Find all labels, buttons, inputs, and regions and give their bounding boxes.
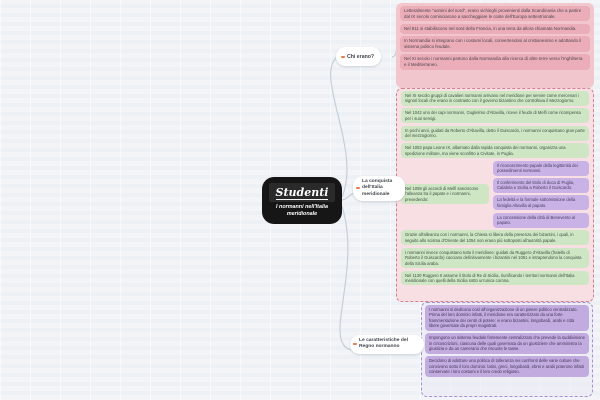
connector-curve [340, 206, 351, 350]
text-box: In pochi anni, guidati da Roberto d'Altavilla, detto il Guiscardo, i normanni conquistano gran parte del mezzogiorno. [401, 126, 589, 141]
central-topic-node[interactable] [262, 177, 342, 224]
branch-bullet-icon[interactable] [356, 187, 360, 189]
list-item: Il riconoscimento papale della legittimità dei possedimenti normanni. [493, 161, 589, 176]
section-conquista [396, 88, 594, 302]
branch-label: Chi erano? [347, 53, 375, 60]
text-box: In Normandia si integrano con i costumi locali, convertendosi al cristianesimo e adottando il sistema politico feudale. [400, 36, 590, 51]
text-box: I normanni si dedicano così all'organizzazione di un potere politico centralizzato. Prima del loro dominio infatti, il meridione era caratterizzato da una forte frammentazione dei centri di potere: vi erano bizantini, longobardi, arabi e città libere governate da propri magistrati. [425, 305, 589, 331]
section-caratteristiche [421, 302, 593, 397]
text-box: Nel 1042 uno dei capi normanni, Guglielmo d'Altavilla, riceve il feudo di Melfi come ricompensa per i suoi servigi. [401, 108, 589, 123]
text-box: Grazie all'alleanza con i normanni, la Chiesa si libera della presenza dei bizantini, i quali, in seguito allo scisma d'Oriente del 1054 non erano più sottoposti all'autorità papale. [401, 230, 589, 245]
connector-curve [342, 193, 354, 200]
melfi-points-list [493, 161, 589, 228]
branch-node-conquista[interactable] [353, 176, 405, 201]
studenti-logo-text: Studenti [275, 186, 329, 200]
text-box: Nel 1059 gli accordi di Melfi sanciscono l'alleanza tra il papato e i normanni, prevedendo: [401, 184, 489, 204]
text-box: Letteralmente "uomini del nord", erano vichinghi provenienti dalla Scandinavia che a partire dal IX secolo cominciarono a saccheggiare le coste dell'Europa settentrionale. [400, 6, 590, 21]
text-box: Decidono di adottare una politica di tolleranza nei confronti delle varie culture che convivono sotto il loro dominio: latini, greci, longobardi, ebrei e arabi poterono infatti conservare i loro costumi e il loro credo religioso. [425, 356, 589, 376]
text-box: Nel 1130 Ruggero II assume il titolo di Re di Sicilia, riunificando i territori normanni dell'Italia meridionale con quelli della Sicilia sotto un'unica corona. [401, 271, 589, 286]
text-box: Nel 911 si stabiliscono nel nord della Francia, in una terra da allora chiamata Normandia. [400, 24, 590, 34]
central-topic-title: I normanni nell'Italia meridionale [276, 204, 328, 217]
branch-node-chi-erano[interactable] [336, 47, 381, 66]
list-item: La fedeltà e la formale sottomissione della famiglia Altavilla al papato. [493, 195, 589, 210]
branch-label: Le caratteristiche del Regno normanno [359, 338, 408, 350]
text-box: Nel 1053 papa Leone IX, allarmato dalla rapida conquista dei normanni, organizza una spedizione militare, ma viene sconfitto a Civitate, in Puglia. [401, 143, 589, 158]
connector-curve [331, 57, 347, 197]
section-chi-erano [396, 3, 594, 88]
list-item: Il conferimento del titolo di duca di Puglia, Calabria e Sicilia a Roberto il Guiscardo. [493, 178, 589, 193]
text-box: I normanni invece conquistano tutto il meridione: guidati da Ruggero d'Altavilla (fratello di Roberto il Guiscardo) cacciano definitivamente i bizantini nel 1061 e intraprendono la conquista della Sicilia araba. [401, 248, 589, 268]
list-item: La concessione della città di Benevento al papato. [493, 213, 589, 228]
text-box: Nel XI secolo gruppi di cavalieri normanni arrivano nel meridione per servire come mercenari i signori locali che erano in contrasto con il governo bizantino che controllava il Mezzogiorno. [401, 91, 589, 106]
text-box: Nel XI secolo i normanni partono dalla Normandia alla ricerca di altre terre verso l'Inghilterra e il Mediterraneo. [400, 54, 590, 69]
branch-bullet-icon[interactable] [341, 56, 345, 58]
melfi-accords-group [401, 161, 589, 228]
branch-node-caratteristiche[interactable] [350, 335, 424, 354]
text-box: Impongono un sistema feudale fortemente centralizzato che prevede la suddivisione in circoscrizioni, ciascuna delle quali governata da un giustiziere che amministra la giustizia e da un camerario che riscuote le tasse. [425, 333, 589, 353]
branch-label: La conquista dell'Italia meridionale [362, 179, 393, 197]
studenti-logo [269, 183, 336, 202]
branch-bullet-icon[interactable] [353, 343, 357, 345]
